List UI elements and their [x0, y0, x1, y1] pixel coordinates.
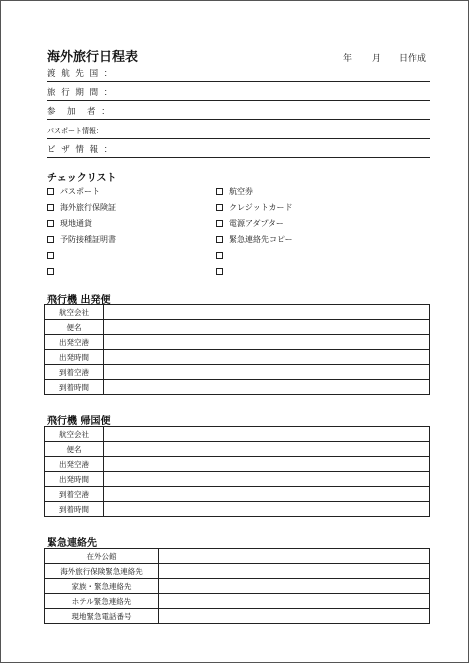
check-item[interactable]: クレジットカード	[216, 201, 293, 213]
row-label: ホテル緊急連絡先	[45, 594, 159, 609]
checkbox[interactable]	[47, 204, 54, 211]
value-cell[interactable]	[159, 579, 430, 594]
table-row	[45, 427, 430, 442]
value-cell[interactable]	[159, 549, 430, 564]
info-label: 渡 航 先 国 ：	[47, 69, 114, 79]
value-cell[interactable]	[104, 365, 430, 380]
info-label: ビ ザ 情 報 ：	[47, 145, 114, 155]
check-item[interactable]: 航空券	[216, 185, 253, 197]
value-cell[interactable]	[159, 609, 430, 624]
check-item[interactable]: 現地通貨	[47, 217, 92, 229]
row-label: 現地緊急電話番号	[45, 609, 159, 624]
date-month: 月	[372, 54, 382, 64]
info-row-participants[interactable]	[47, 102, 430, 120]
row-label: 便名	[45, 320, 104, 335]
row-label: 家族・緊急連絡先	[45, 579, 159, 594]
table-row	[45, 609, 430, 624]
value-cell[interactable]	[104, 335, 430, 350]
checkbox[interactable]	[47, 252, 54, 259]
check-item[interactable]: 電源アダプター	[216, 217, 284, 229]
value-cell[interactable]	[104, 427, 430, 442]
value-cell[interactable]	[104, 502, 430, 517]
checklist-title: チェックリスト	[47, 173, 117, 184]
checkbox[interactable]	[216, 188, 223, 195]
return-title: 飛行機 帰国便	[47, 416, 111, 427]
check-item[interactable]	[47, 249, 60, 261]
table-row	[45, 502, 430, 517]
checkbox[interactable]	[216, 220, 223, 227]
value-cell[interactable]	[104, 350, 430, 365]
table-row	[45, 472, 430, 487]
emergency-table	[44, 548, 430, 624]
table-row	[45, 365, 430, 380]
emergency-title: 緊急連絡先	[47, 538, 97, 549]
table-row	[45, 579, 430, 594]
checkbox[interactable]	[216, 236, 223, 243]
checkbox[interactable]	[47, 188, 54, 195]
table-row	[45, 457, 430, 472]
info-label: パスポート情報：	[47, 127, 103, 135]
return-table	[44, 426, 430, 517]
check-item[interactable]: 海外旅行保険証	[47, 201, 116, 213]
checkbox[interactable]	[216, 204, 223, 211]
row-label: 出発時間	[45, 350, 104, 365]
value-cell[interactable]	[159, 564, 430, 579]
info-label: 旅 行 期 間 ：	[47, 88, 114, 98]
value-cell[interactable]	[104, 305, 430, 320]
value-cell[interactable]	[104, 380, 430, 395]
date-year: 年	[343, 54, 353, 64]
table-row	[45, 549, 430, 564]
checkbox[interactable]	[216, 252, 223, 259]
checkbox[interactable]	[47, 236, 54, 243]
info-row-visa[interactable]	[47, 140, 430, 158]
table-row	[45, 487, 430, 502]
outbound-title: 飛行機 出発便	[47, 295, 111, 306]
info-row-period[interactable]	[47, 83, 430, 101]
checkbox[interactable]	[47, 268, 54, 275]
checkbox[interactable]	[216, 268, 223, 275]
table-row	[45, 380, 430, 395]
row-label: 便名	[45, 442, 104, 457]
table-row	[45, 305, 430, 320]
value-cell[interactable]	[104, 487, 430, 502]
row-label: 航空会社	[45, 305, 104, 320]
check-item[interactable]: 緊急連絡先コピー	[216, 233, 293, 245]
row-label: 出発空港	[45, 457, 104, 472]
row-label: 到着空港	[45, 487, 104, 502]
table-row	[45, 594, 430, 609]
table-row	[45, 350, 430, 365]
row-label: 出発空港	[45, 335, 104, 350]
table-row	[45, 442, 430, 457]
value-cell[interactable]	[159, 594, 430, 609]
row-label: 出発時間	[45, 472, 104, 487]
check-item[interactable]	[216, 249, 229, 261]
check-item[interactable]: 予防接種証明書	[47, 233, 116, 245]
date-created: 日作成	[399, 54, 427, 64]
info-row-destination[interactable]	[47, 64, 430, 82]
row-label: 到着空港	[45, 365, 104, 380]
check-item[interactable]	[47, 265, 60, 277]
table-row	[45, 320, 430, 335]
table-row	[45, 564, 430, 579]
row-label: 航空会社	[45, 427, 104, 442]
checkbox[interactable]	[47, 220, 54, 227]
row-label: 到着時間	[45, 502, 104, 517]
value-cell[interactable]	[104, 472, 430, 487]
value-cell[interactable]	[104, 320, 430, 335]
row-label: 在外公館	[45, 549, 159, 564]
check-item[interactable]: パスポート	[47, 185, 100, 197]
value-cell[interactable]	[104, 442, 430, 457]
check-item[interactable]	[216, 265, 229, 277]
row-label: 海外旅行保険緊急連絡先	[45, 564, 159, 579]
outbound-table	[44, 304, 430, 395]
row-label: 到着時間	[45, 380, 104, 395]
page-title: 海外旅行日程表	[47, 50, 139, 65]
info-row-passport[interactable]	[47, 121, 430, 139]
value-cell[interactable]	[104, 457, 430, 472]
info-label: 参 加 者 ：	[47, 107, 112, 117]
table-row	[45, 335, 430, 350]
